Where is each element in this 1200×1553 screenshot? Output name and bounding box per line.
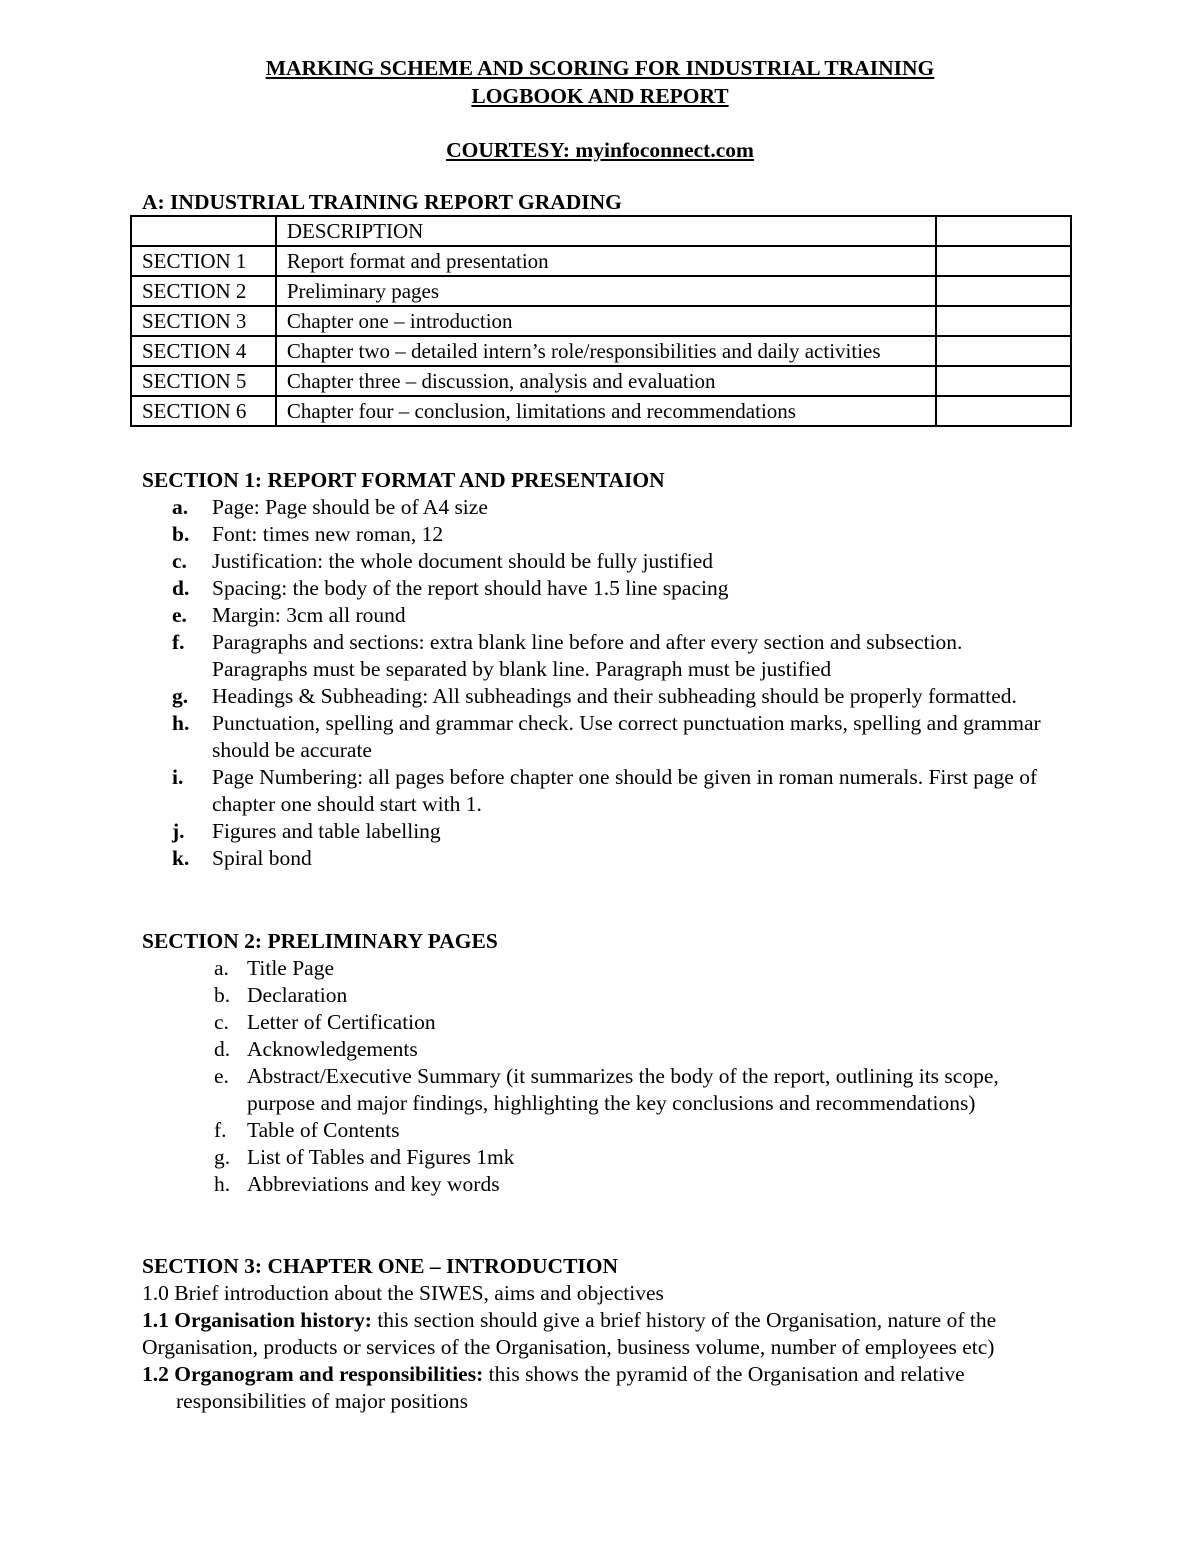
organisation-history-label: 1.1 Organisation history:	[142, 1308, 372, 1332]
score-cell	[936, 306, 1071, 336]
list-item	[142, 1063, 1062, 1117]
list-item-text: Figures and table labelling	[212, 819, 441, 843]
list-marker: k.	[172, 846, 190, 870]
section-2-heading: SECTION 2: PRELIMINARY PAGES	[142, 929, 498, 953]
list-item	[142, 602, 1062, 629]
header-cell-section	[131, 216, 276, 246]
score-cell	[936, 336, 1071, 366]
score-cell	[936, 396, 1071, 426]
description-cell: Chapter one – introduction	[276, 306, 936, 336]
list-marker: d.	[172, 576, 190, 600]
list-item	[142, 955, 1062, 982]
list-item	[142, 1117, 1062, 1144]
list-item	[142, 710, 1062, 764]
section-1	[142, 467, 1062, 872]
section-cell: SECTION 5	[131, 366, 276, 396]
list-item-text: Margin: 3cm all round	[212, 603, 406, 627]
list-item	[142, 982, 1062, 1009]
organogram-paragraph	[142, 1361, 1062, 1415]
list-marker: d.	[214, 1037, 231, 1061]
courtesy-line: COURTESY: myinfoconnect.com	[446, 138, 754, 162]
list-item	[142, 683, 1062, 710]
list-item	[142, 1171, 1062, 1198]
description-cell: Report format and presentation	[276, 246, 936, 276]
list-item	[142, 1036, 1062, 1063]
list-marker: b.	[214, 983, 231, 1007]
description-cell: Chapter two – detailed intern’s role/responsibilities and daily activities	[276, 336, 936, 366]
table-row	[131, 246, 1071, 276]
section-cell: SECTION 6	[131, 396, 276, 426]
section-2-list	[142, 955, 1062, 1198]
list-item-text: Spiral bond	[212, 846, 312, 870]
list-marker: f.	[172, 630, 185, 654]
list-marker: a.	[214, 956, 229, 980]
title-line-1: MARKING SCHEME AND SCORING FOR INDUSTRIAL TRAINING	[265, 56, 935, 80]
section-3	[142, 1253, 1062, 1415]
table-row	[131, 336, 1071, 366]
organogram-text: this shows the pyramid of the Organisation and relative responsibilities of major positions	[176, 1362, 965, 1413]
section-1-heading: SECTION 1: REPORT FORMAT AND PRESENTAION	[142, 468, 665, 492]
list-item	[142, 764, 1062, 818]
list-marker: h.	[172, 711, 190, 735]
list-marker: c.	[214, 1010, 229, 1034]
title-line-2: LOGBOOK AND REPORT	[471, 84, 729, 108]
organisation-history-paragraph	[142, 1307, 1062, 1361]
list-item-text: Page Numbering: all pages before chapter one should be given in roman numerals. First page of chapter one should start with 1.	[212, 765, 1038, 816]
list-item	[142, 1009, 1062, 1036]
list-marker: i.	[172, 765, 184, 789]
list-marker: g.	[214, 1145, 231, 1169]
list-item-text: Font: times new roman, 12	[212, 522, 444, 546]
list-item-text: Punctuation, spelling and grammar check. Use correct punctuation marks, spelling and grammar should be accurate	[212, 711, 1041, 762]
section-1-list	[142, 494, 1062, 872]
list-item-text: Paragraphs and sections: extra blank line before and after every section and subsection. Paragraphs must be separated by blank line. Paragraph must be justified	[212, 630, 963, 681]
list-item	[142, 629, 1062, 683]
list-item	[142, 845, 1062, 872]
list-item	[142, 548, 1062, 575]
list-marker: f.	[214, 1118, 227, 1142]
list-item	[142, 1144, 1062, 1171]
list-marker: g.	[172, 684, 189, 708]
section-3-intro: 1.0 Brief introduction about the SIWES, aims and objectives	[142, 1281, 664, 1305]
description-cell: Chapter four – conclusion, limitations and recommendations	[276, 396, 936, 426]
list-item	[142, 818, 1062, 845]
document-title	[0, 54, 1200, 164]
section-cell: SECTION 3	[131, 306, 276, 336]
section-3-heading: SECTION 3: CHAPTER ONE – INTRODUCTION	[142, 1254, 619, 1278]
table-row	[131, 366, 1071, 396]
list-item-text: Acknowledgements	[247, 1037, 418, 1061]
list-item	[142, 521, 1062, 548]
section-cell: SECTION 4	[131, 336, 276, 366]
table-row	[131, 306, 1071, 336]
organogram-label: 1.2 Organogram and responsibilities:	[142, 1362, 484, 1386]
table-row	[131, 276, 1071, 306]
list-item-text: List of Tables and Figures 1mk	[247, 1145, 515, 1169]
list-item-text: Page: Page should be of A4 size	[212, 495, 488, 519]
section-2	[142, 928, 1062, 1198]
list-marker: e.	[172, 603, 187, 627]
list-item	[142, 494, 1062, 521]
section-cell: SECTION 2	[131, 276, 276, 306]
list-marker: e.	[214, 1064, 229, 1088]
list-item-text: Declaration	[247, 983, 348, 1007]
description-cell: Preliminary pages	[276, 276, 936, 306]
list-marker: a.	[172, 495, 189, 519]
description-cell: Chapter three – discussion, analysis and evaluation	[276, 366, 936, 396]
list-item-text: Justification: the whole document should be fully justified	[212, 549, 713, 573]
list-item-text: Abstract/Executive Summary (it summarizes the body of the report, outlining its scope, purpose and major findings, highlighting the key conclusions and recommendations)	[247, 1064, 999, 1115]
score-cell	[936, 366, 1071, 396]
score-cell	[936, 276, 1071, 306]
list-item-text: Letter of Certification	[247, 1010, 436, 1034]
grading-table	[130, 215, 1072, 427]
section-cell: SECTION 1	[131, 246, 276, 276]
list-marker: h.	[214, 1172, 231, 1196]
list-item-text: Abbreviations and key words	[247, 1172, 500, 1196]
list-item	[142, 575, 1062, 602]
table-header-row	[131, 216, 1071, 246]
table-row	[131, 396, 1071, 426]
organisation-history-text: this section should give a brief history of the Organisation, nature of the Organisation, products or services of the Organisation, business volume, number of employees etc)	[142, 1308, 997, 1359]
list-item-text: Title Page	[247, 956, 335, 980]
list-marker: c.	[172, 549, 187, 573]
grading-heading: A: INDUSTRIAL TRAINING REPORT GRADING	[142, 190, 622, 214]
list-marker: j.	[172, 819, 185, 843]
header-cell-score	[936, 216, 1071, 246]
header-cell-description: DESCRIPTION	[276, 216, 936, 246]
list-item-text: Table of Contents	[247, 1118, 400, 1142]
list-item-text: Spacing: the body of the report should have 1.5 line spacing	[212, 576, 729, 600]
list-marker: b.	[172, 522, 190, 546]
score-cell	[936, 246, 1071, 276]
list-item-text: Headings & Subheading: All subheadings and their subheading should be properly formatted.	[212, 684, 1017, 708]
